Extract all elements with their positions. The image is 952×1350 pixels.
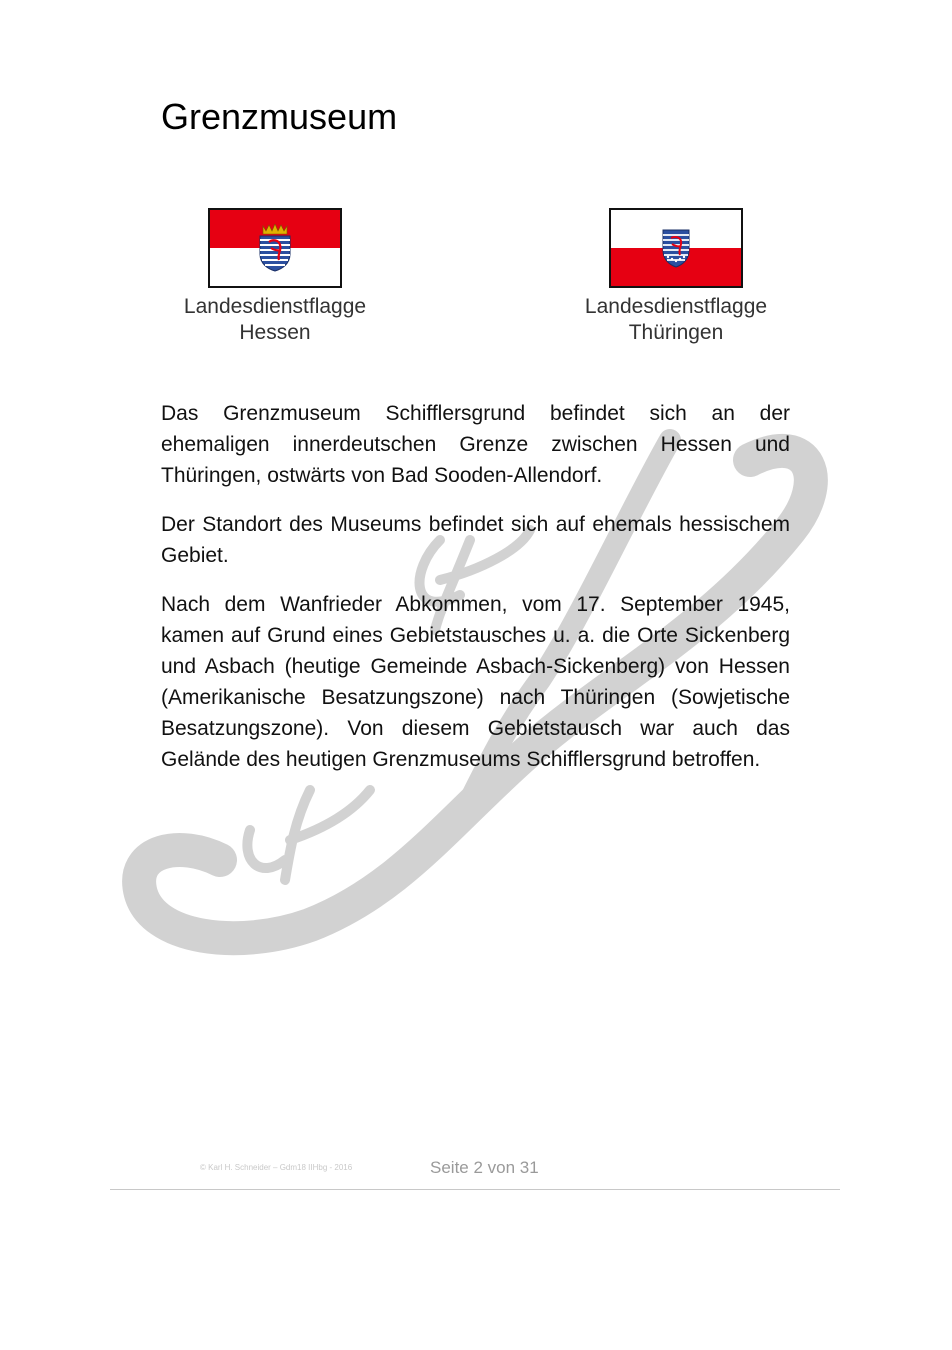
flag-caption-line1: Landesdienstflagge (183, 295, 367, 318)
flag-caption-line2: Thüringen (628, 321, 724, 344)
body-text (161, 398, 790, 793)
flag-hessen (208, 208, 342, 288)
flag-block-thueringen (556, 208, 796, 346)
footer-copyright: © Karl H. Schneider – Gdm18 IIHbg - 2016 (200, 1163, 353, 1172)
paragraph-location: Das Grenzmuseum Schifflersgrund befindet sich an der ehemaligen innerdeutschen Grenze zwischen Hessen und Thüringen, ostwärts von Bad Sooden-Allendorf. (161, 402, 790, 487)
flag-caption-line1: Landesdienstflagge (584, 295, 768, 318)
paragraph-site: Der Standort des Museums befindet sich auf ehemals hessischem Gebiet. (161, 513, 790, 567)
page-number: Seite 2 von 31 (430, 1158, 539, 1177)
flag-caption-line2: Hessen (239, 321, 311, 344)
paragraph-history: Nach dem Wanfrieder Abkommen, vom 17. September 1945, kamen auf Grund eines Gebietstausches u. a. die Orte Sickenberg und Asbach (heutige Gemeinde Asbach-Sickenberg) von Hessen (Amerikanische Besatzungszone) nach Thüringen (Sowjetische Besatzungszone). Von diesem Gebietstausch war auch das Gelände des heutigen Grenzmuseums Schifflersgrund betroffen. (161, 593, 790, 771)
page-title: Grenzmuseum (161, 96, 398, 137)
thueringen-coat-of-arms-icon (661, 228, 691, 268)
hessen-coat-of-arms-icon (257, 224, 293, 272)
flag-thueringen (609, 208, 743, 288)
page-footer (110, 1155, 840, 1190)
flag-block-hessen (155, 208, 395, 346)
flag-caption-thueringen (556, 294, 796, 346)
flag-caption-hessen (155, 294, 395, 346)
